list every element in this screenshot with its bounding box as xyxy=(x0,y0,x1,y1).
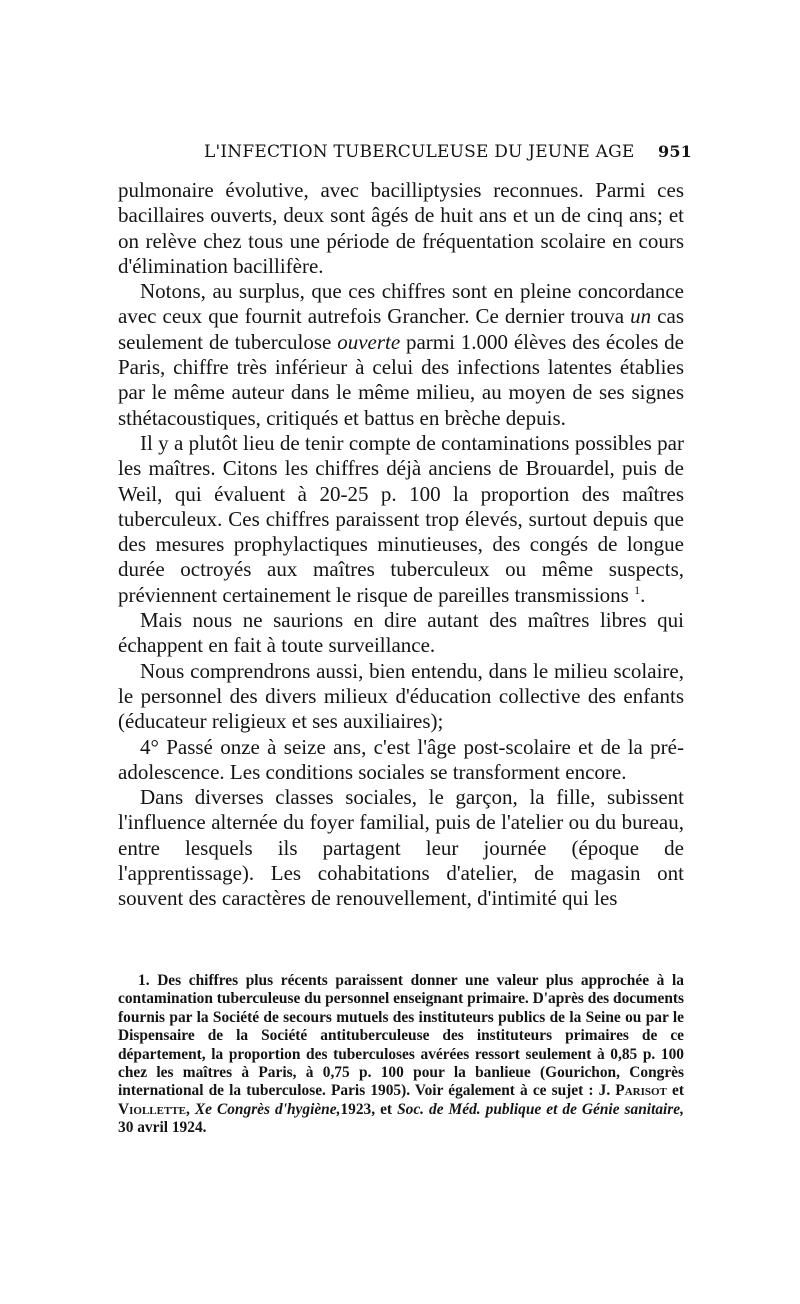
text-run: 1923, et xyxy=(340,1100,393,1118)
text-run: et xyxy=(672,1082,684,1100)
page-number: 951 xyxy=(658,142,692,161)
paragraph-milieu-scolaire: Nous comprendrons aussi, bien entendu, dans le milieu scolaire, le personnel des divers milieux d'éducation collective des enfants (éducateur religieux et ses auxiliaires); xyxy=(118,658,684,734)
footnote-text xyxy=(118,972,684,1138)
emphasis-ouverte: ouverte xyxy=(337,329,401,354)
paragraph-continued: pulmonaire évolutive, avec bacilliptysies reconnues. Parmi ces bacillaires ouverts, deux sont âgés de huit ans et un de cinq ans; et on relève chez tous une période de fréquentation scolaire en cours d'élimination bacillifère. xyxy=(118,178,684,278)
author-name: Parisot xyxy=(615,1082,667,1100)
paragraph-classes-sociales: Dans diverses classes sociales, le garçon, la fille, subissent l'influence alternée du foyer familial, puis de l'atelier ou du bureau, entre lesquels ils partagent leur journée (époque de l'apprentissage). Les cohabitations d'atelier, de magasin ont souvent des caractères de renouvellement, d'intimité qui les xyxy=(118,785,684,911)
text-run: Notons, au surplus, que ces chiffres sont en pleine concordance avec ceux que fournit autrefois Grancher. Ce dernier trouva xyxy=(118,279,684,329)
footnote xyxy=(118,972,684,1138)
author-name: Viollette, xyxy=(118,1100,190,1118)
text-run: parmi 1.000 élèves des écoles de Paris, chiffre très inférieur à celui des infections latentes établies par le même auteur dans le même milieu, au moyen de ses signes sthétacoustiques, critiqués et battus en brèche depuis. xyxy=(118,329,684,430)
running-title: L'INFECTION TUBERCULEUSE DU JEUNE AGE xyxy=(204,142,635,162)
text-run: cas seulement de tuberculose xyxy=(118,304,684,354)
footnote-reference[interactable]: 1 xyxy=(634,582,641,597)
paragraph-post-scolaire: 4° Passé onze à seize ans, c'est l'âge post-scolaire et de la pré-adolescence. Les conditions sociales se transforment encore. xyxy=(118,734,684,784)
text-run: Il y a plutôt lieu de tenir compte de contaminations possibles par les maîtres. Citons les chiffres déjà anciens de Brouardel, puis de Weil, qui évaluent à 20-25 p. 100 la proportion des maîtres tuberculeux. Ces chiffres paraissent trop élevés, surtout depuis que des mesures prophylactiques minutieuses, des congés de longue durée octroyés aux maîtres tuberculeux ou même suspects, préviennent certainement le risque de pareilles transmissions xyxy=(118,430,684,607)
citation-title: Soc. de Méd. publique et de Génie sanitaire, xyxy=(397,1100,684,1118)
emphasis-un: un xyxy=(630,304,652,329)
citation-title: Xe Congrès d'hygiène, xyxy=(194,1100,341,1118)
paragraph-maitres-libres: Mais nous ne saurions en dire autant des maîtres libres qui échappent en fait à toute surveillance. xyxy=(118,608,684,658)
text-run: 1. Des chiffres plus récents paraissent donner une valeur plus approchée à la contamination tuberculeuse du personnel enseignant primaire. D'après des documents fournis par la Société de secours mutuels des instituteurs publics de la Seine ou par le Dispensaire de la Société antituberculeuse des instituteurs primaires de ce département, la proportion des tuberculoses avérées ressort seulement à 0,85 p. 100 chez les maîtres à Paris, à 0,75 p. 100 pour la banlieue (Gourichon, Congrès international de la tuberculose. Paris 1905). Voir également à ce sujet : J. xyxy=(118,972,684,1100)
main-text xyxy=(118,178,684,912)
paragraph-maitres xyxy=(118,431,684,608)
paragraph-grancher xyxy=(118,279,684,431)
running-header xyxy=(120,142,692,162)
text-run: 30 avril 1924. xyxy=(118,1119,207,1137)
text-run: . xyxy=(640,582,646,607)
